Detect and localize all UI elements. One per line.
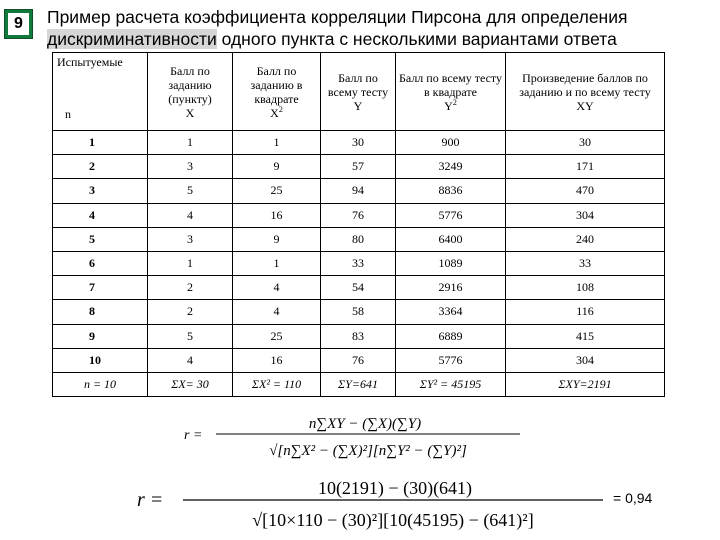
total-x: ΣX= 30 bbox=[148, 372, 233, 396]
table-row bbox=[53, 179, 665, 203]
cell-item-score: 4 bbox=[148, 348, 233, 372]
cell-test-score-squared: 3364 bbox=[396, 300, 506, 324]
cell-test-score: 57 bbox=[321, 155, 396, 179]
cell-subject: 3 bbox=[53, 179, 148, 203]
cell-subject: 2 bbox=[53, 155, 148, 179]
cell-product: 33 bbox=[506, 251, 665, 275]
formula-general-lhs: r = bbox=[184, 428, 203, 443]
cell-test-score-squared: 2916 bbox=[396, 276, 506, 300]
cell-test-score: 94 bbox=[321, 179, 396, 203]
cell-item-score: 4 bbox=[148, 203, 233, 227]
cell-test-score: 58 bbox=[321, 300, 396, 324]
table-row bbox=[53, 203, 665, 227]
cell-item-score: 5 bbox=[148, 179, 233, 203]
formula-general-denominator: √[n∑X² − (∑X)²][n∑Y² − (∑Y)²] bbox=[269, 443, 467, 459]
cell-test-score: 54 bbox=[321, 276, 396, 300]
cell-item-score-squared: 25 bbox=[233, 179, 321, 203]
cell-test-score: 33 bbox=[321, 251, 396, 275]
table-header-row bbox=[53, 53, 665, 131]
formula-general-numerator: n∑XY − (∑X)(∑Y) bbox=[308, 416, 422, 432]
header-subjects: Испытуемые n bbox=[53, 53, 148, 131]
title-line-1: Пример расчета коэффициента корреляции Пирсона для определения bbox=[47, 7, 628, 27]
title-highlight: дискриминативности bbox=[47, 29, 217, 49]
cell-test-score-squared: 5776 bbox=[396, 348, 506, 372]
header-test-score-squared: Балл по всему тесту в квадрате $Y^2$ bbox=[396, 53, 506, 131]
table-row bbox=[53, 227, 665, 251]
table-row bbox=[53, 348, 665, 372]
title-line-2-rest: одного пункта с несколькими вариантами ответа bbox=[216, 29, 617, 49]
total-xy: ΣXY=2191 bbox=[506, 372, 665, 396]
cell-item-score: 1 bbox=[148, 131, 233, 155]
cell-test-score-squared: 1089 bbox=[396, 251, 506, 275]
totals-row bbox=[53, 372, 665, 396]
cell-item-score-squared: 4 bbox=[233, 276, 321, 300]
cell-product: 415 bbox=[506, 324, 665, 348]
cell-subject: 8 bbox=[53, 300, 148, 324]
cell-test-score: 76 bbox=[321, 348, 396, 372]
formula-numeric-lhs: r = bbox=[137, 489, 164, 511]
cell-test-score-squared: 6889 bbox=[396, 324, 506, 348]
cell-item-score: 2 bbox=[148, 300, 233, 324]
table-row bbox=[53, 276, 665, 300]
cell-subject: 10 bbox=[53, 348, 148, 372]
cell-product: 108 bbox=[506, 276, 665, 300]
cell-product: 304 bbox=[506, 203, 665, 227]
cell-subject: 4 bbox=[53, 203, 148, 227]
table-row bbox=[53, 324, 665, 348]
cell-item-score: 5 bbox=[148, 324, 233, 348]
cell-item-score-squared: 16 bbox=[233, 348, 321, 372]
cell-test-score-squared: 900 bbox=[396, 131, 506, 155]
table-row bbox=[53, 155, 665, 179]
header-test-score: Балл по всему тесту Y bbox=[321, 53, 396, 131]
cell-subject: 7 bbox=[53, 276, 148, 300]
cell-product: 116 bbox=[506, 300, 665, 324]
cell-test-score: 30 bbox=[321, 131, 396, 155]
cell-subject: 9 bbox=[53, 324, 148, 348]
cell-item-score: 3 bbox=[148, 227, 233, 251]
cell-test-score-squared: 3249 bbox=[396, 155, 506, 179]
cell-product: 30 bbox=[506, 131, 665, 155]
cell-test-score-squared: 8836 bbox=[396, 179, 506, 203]
cell-item-score-squared: 16 bbox=[233, 203, 321, 227]
cell-test-score: 76 bbox=[321, 203, 396, 227]
header-product: Произведение баллов по заданию и по всему тесту XY bbox=[506, 53, 665, 131]
cell-item-score: 2 bbox=[148, 276, 233, 300]
header-item-score-squared: Балл по заданию в квадрате $X^2$ bbox=[233, 53, 321, 131]
cell-item-score-squared: 9 bbox=[233, 227, 321, 251]
cell-test-score-squared: 5776 bbox=[396, 203, 506, 227]
header-item-score: Балл по заданию (пункту) X bbox=[148, 53, 233, 131]
cell-product: 470 bbox=[506, 179, 665, 203]
title-line-2 bbox=[47, 28, 715, 50]
slide-title bbox=[47, 6, 715, 50]
pearson-table bbox=[52, 52, 665, 397]
table-row bbox=[53, 251, 665, 275]
table-row bbox=[53, 131, 665, 155]
cell-test-score: 80 bbox=[321, 227, 396, 251]
cell-item-score-squared: 4 bbox=[233, 300, 321, 324]
slide-number-badge bbox=[4, 9, 33, 39]
cell-subject: 5 bbox=[53, 227, 148, 251]
cell-item-score: 1 bbox=[148, 251, 233, 275]
cell-item-score-squared: 1 bbox=[233, 131, 321, 155]
cell-item-score-squared: 9 bbox=[233, 155, 321, 179]
cell-item-score: 3 bbox=[148, 155, 233, 179]
cell-subject: 1 bbox=[53, 131, 148, 155]
cell-subject: 6 bbox=[53, 251, 148, 275]
cell-test-score: 83 bbox=[321, 324, 396, 348]
cell-product: 304 bbox=[506, 348, 665, 372]
cell-product: 240 bbox=[506, 227, 665, 251]
formula-numeric-denominator: √[10×110 − (30)²][10(45195) − (641)²] bbox=[252, 510, 534, 530]
total-y: ΣY=641 bbox=[321, 372, 396, 396]
cell-product: 171 bbox=[506, 155, 665, 179]
total-x-squared: ΣX² = 110 bbox=[233, 372, 321, 396]
table-row bbox=[53, 300, 665, 324]
pearson-formula-numeric bbox=[135, 472, 605, 536]
cell-test-score-squared: 6400 bbox=[396, 227, 506, 251]
pearson-formula-general bbox=[180, 408, 530, 470]
cell-item-score-squared: 1 bbox=[233, 251, 321, 275]
cell-item-score-squared: 25 bbox=[233, 324, 321, 348]
slide-number: 9 bbox=[8, 13, 29, 35]
formula-numeric-numerator: 10(2191) − (30)(641) bbox=[317, 478, 473, 498]
correlation-result: = 0,94 bbox=[613, 490, 653, 506]
total-y-squared: ΣY² = 45195 bbox=[396, 372, 506, 396]
total-n: n = 10 bbox=[53, 372, 148, 396]
